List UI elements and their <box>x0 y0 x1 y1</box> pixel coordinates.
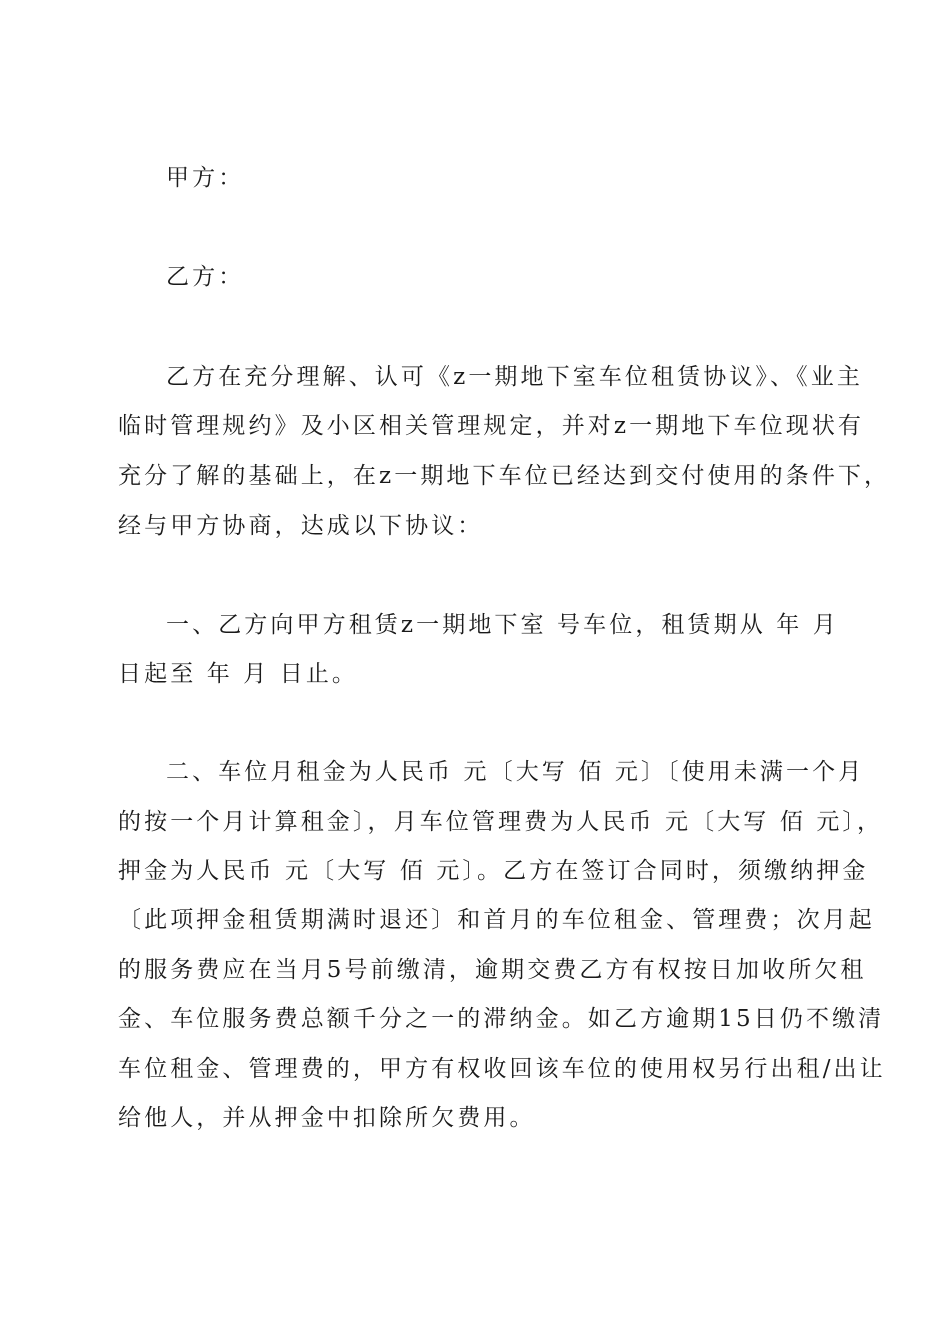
clause-2-line: 给他人，并从押金中扣除所欠费用。 <box>118 1105 536 1131</box>
party-a-label: 甲方： <box>166 165 245 191</box>
preamble-line: 经与甲方协商，达成以下协议： <box>118 513 484 539</box>
clause-2-line: 押金为人民币 元〔大写 佰 元〕。乙方在签订合同时，须缴纳押金 <box>118 858 869 884</box>
clause-2-line: 二、车位月租金为人民币 元〔大写 佰 元〕〔使用未满一个月 <box>166 759 865 785</box>
clause-2-line: 〔此项押金租赁期满时退还〕和首月的车位租金、管理费；次月起 <box>118 907 875 933</box>
preamble-line: 临时管理规约》及小区相关管理规定，并对z一期地下车位现状有 <box>118 413 865 439</box>
preamble-line: 充分了解的基础上，在z一期地下车位已经达到交付使用的条件下， <box>118 463 891 489</box>
clause-2-line: 的按一个月计算租金〕，月车位管理费为人民币 元〔大写 佰 元〕， <box>118 809 884 835</box>
party-b-label: 乙方： <box>166 264 245 290</box>
clause-2-line: 金、车位服务费总额千分之一的滞纳金。如乙方逾期15日仍不缴清 <box>118 1006 885 1032</box>
clause-1-line: 日起至 年 月 日止。 <box>118 661 359 687</box>
clause-2-line: 的服务费应在当月5号前缴清，逾期交费乙方有权按日加收所欠租 <box>118 957 867 983</box>
preamble-line: 乙方在充分理解、认可《z一期地下室车位租赁协议》、《业主 <box>166 364 863 390</box>
clause-1-line: 一、乙方向甲方租赁z一期地下室 号车位，租赁期从 年 月 <box>166 612 839 638</box>
clause-2-line: 车位租金、管理费的，甲方有权收回该车位的使用权另行出租/出让 <box>118 1056 886 1082</box>
